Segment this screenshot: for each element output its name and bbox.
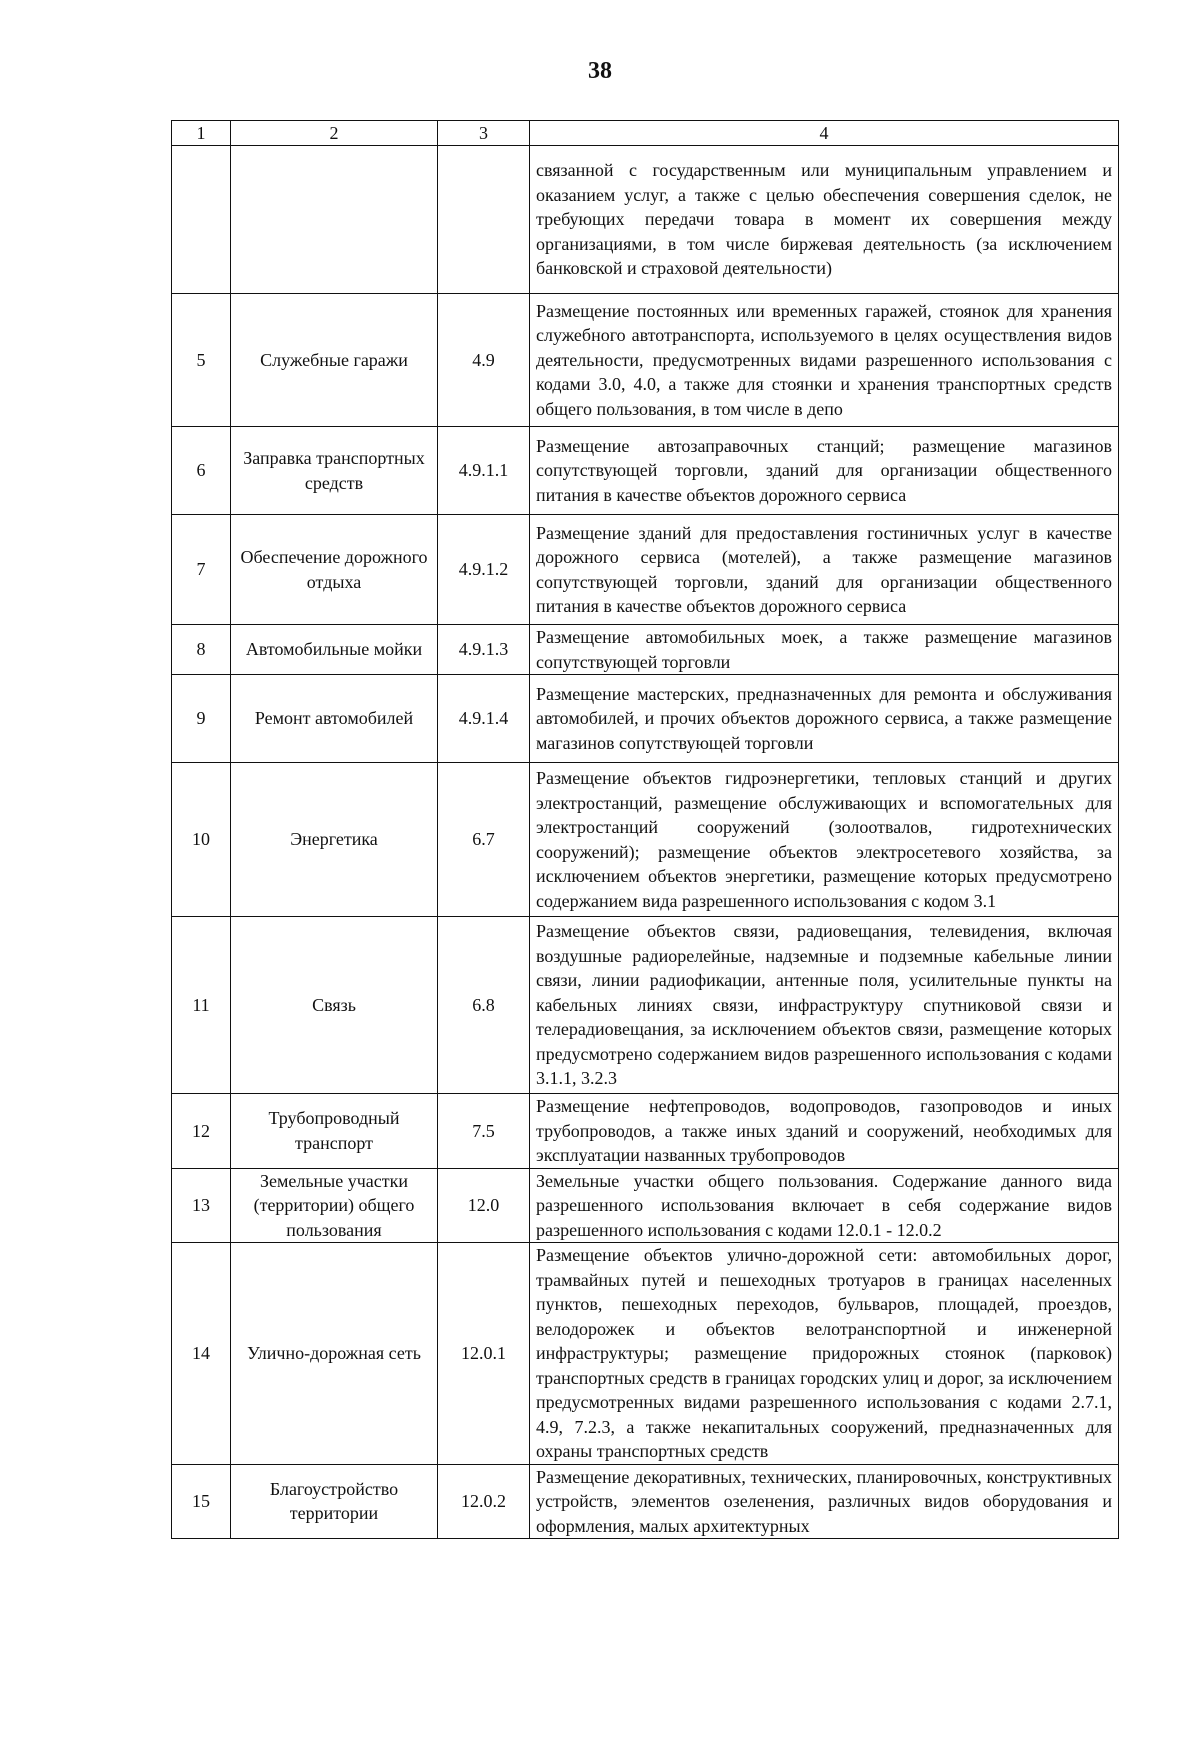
use-type-name: Энергетика bbox=[231, 763, 438, 917]
use-type-code: 12.0.2 bbox=[438, 1464, 530, 1539]
use-type-code: 4.9.1.4 bbox=[438, 675, 530, 763]
use-type-description: Размещение зданий для предоставления гостиничных услуг в качестве дорожного сервиса (мотелей), а также размещение магазинов сопутствующей торговли, зданий для организации общественного питания в качестве объектов дорожного сервиса bbox=[530, 515, 1119, 625]
use-type-name: Служебные гаражи bbox=[231, 294, 438, 427]
use-type-description: Размещение нефтепроводов, водопроводов, газопроводов и иных трубопроводов, а также иных зданий и сооружений, необходимых для эксплуатации названных трубопроводов bbox=[530, 1094, 1119, 1169]
use-type-code: 12.0 bbox=[438, 1168, 530, 1243]
row-number: 7 bbox=[172, 515, 231, 625]
table-row bbox=[172, 294, 1119, 427]
row-number: 12 bbox=[172, 1094, 231, 1169]
use-type-description: Размещение объектов связи, радиовещания, телевидения, включая воздушные радиорелейные, надземные и подземные кабельные линии связи, линии радиофикации, антенные поля, усилительные пункты на кабельных линиях связи, инфраструктуру спутниковой связи и телерадиовещания, за исключением объектов связи, размещение которых предусмотрено содержанием видов разрешенного использования с кодами 3.1.1, 3.2.3 bbox=[530, 917, 1119, 1094]
table-row bbox=[172, 427, 1119, 515]
use-type-description: Размещение объектов улично-дорожной сети: автомобильных дорог, трамвайных путей и пешеходных тротуаров в границах населенных пунктов, пешеходных переходов, бульваров, площадей, проездов, велодорожек и объектов велотранспортной и инженерной инфраструктуры; размещение придорожных стоянок (парковок) транспортных средств в границах городских улиц и дорог, за исключением предусмотренных видами разрешенного использования с кодами 2.7.1, 4.9, 7.2.3, а также некапитальных сооружений, предназначенных для охраны транспортных средств bbox=[530, 1243, 1119, 1465]
use-type-code: 7.5 bbox=[438, 1094, 530, 1169]
row-number: 8 bbox=[172, 625, 231, 675]
use-type-code: 4.9.1.2 bbox=[438, 515, 530, 625]
table-row bbox=[172, 675, 1119, 763]
land-use-table bbox=[171, 120, 1119, 1539]
use-type-description: Размещение объектов гидроэнергетики, тепловых станций и других электростанций, размещение обслуживающих и вспомогательных для электростанций сооружений (золоотвалов, гидротехнических сооружений); размещение объектов электросетевого хозяйства, за исключением объектов энергетики, размещение которых предусмотрено содержанием вида разрешенного использования с кодом 3.1 bbox=[530, 763, 1119, 917]
use-type-code: 4.9.1.1 bbox=[438, 427, 530, 515]
use-type-name: Земельные участки (территории) общего пользования bbox=[231, 1168, 438, 1243]
use-type-code: 6.8 bbox=[438, 917, 530, 1094]
column-header-name: 2 bbox=[231, 121, 438, 146]
row-number: 9 bbox=[172, 675, 231, 763]
table-row bbox=[172, 1094, 1119, 1169]
use-type-code: 6.7 bbox=[438, 763, 530, 917]
table-row bbox=[172, 1243, 1119, 1465]
use-type-name: Трубопроводный транспорт bbox=[231, 1094, 438, 1169]
use-type-code bbox=[438, 146, 530, 294]
column-header-description: 4 bbox=[530, 121, 1119, 146]
row-number: 13 bbox=[172, 1168, 231, 1243]
row-number bbox=[172, 146, 231, 294]
column-header-number: 1 bbox=[172, 121, 231, 146]
row-number: 6 bbox=[172, 427, 231, 515]
table-row bbox=[172, 625, 1119, 675]
use-type-description: связанной с государственным или муниципальным управлением и оказанием услуг, а также с целью обеспечения совершения сделок, не требующих передачи товара в момент их совершения между организациями, в том числе биржевая деятельность (за исключением банковской и страховой деятельности) bbox=[530, 146, 1119, 294]
table-header-row bbox=[172, 121, 1119, 146]
table-row bbox=[172, 917, 1119, 1094]
table-row bbox=[172, 515, 1119, 625]
row-number: 14 bbox=[172, 1243, 231, 1465]
row-number: 11 bbox=[172, 917, 231, 1094]
use-type-name: Ремонт автомобилей bbox=[231, 675, 438, 763]
use-type-name: Автомобильные мойки bbox=[231, 625, 438, 675]
use-type-name: Связь bbox=[231, 917, 438, 1094]
table-row bbox=[172, 146, 1119, 294]
row-number: 15 bbox=[172, 1464, 231, 1539]
use-type-description: Размещение постоянных или временных гаражей, стоянок для хранения служебного автотранспорта, используемого в целях осуществления видов деятельности, предусмотренных видами разрешенного использования с кодами 3.0, 4.0, а также для стоянки и хранения транспортных средств общего пользования, в том числе в депо bbox=[530, 294, 1119, 427]
use-type-description: Земельные участки общего пользования. Содержание данного вида разрешенного использования включает в себя содержание видов разрешенного использования с кодами 12.0.1 - 12.0.2 bbox=[530, 1168, 1119, 1243]
use-type-name: Обеспечение дорожного отдыха bbox=[231, 515, 438, 625]
page-number: 38 bbox=[588, 58, 612, 84]
use-type-name bbox=[231, 146, 438, 294]
use-type-code: 4.9.1.3 bbox=[438, 625, 530, 675]
use-type-name: Заправка транспортных средств bbox=[231, 427, 438, 515]
use-type-code: 4.9 bbox=[438, 294, 530, 427]
use-type-name: Улично-дорожная сеть bbox=[231, 1243, 438, 1465]
table-row bbox=[172, 1464, 1119, 1539]
row-number: 10 bbox=[172, 763, 231, 917]
column-header-code: 3 bbox=[438, 121, 530, 146]
use-type-description: Размещение декоративных, технических, планировочных, конструктивных устройств, элементов озеленения, различных видов оборудования и оформления, малых архитектурных bbox=[530, 1464, 1119, 1539]
row-number: 5 bbox=[172, 294, 231, 427]
use-type-description: Размещение автозаправочных станций; размещение магазинов сопутствующей торговли, зданий для организации общественного питания в качестве объектов дорожного сервиса bbox=[530, 427, 1119, 515]
use-type-description: Размещение мастерских, предназначенных для ремонта и обслуживания автомобилей, и прочих объектов дорожного сервиса, а также размещение магазинов сопутствующей торговли bbox=[530, 675, 1119, 763]
use-type-code: 12.0.1 bbox=[438, 1243, 530, 1465]
table-row bbox=[172, 1168, 1119, 1243]
use-type-description: Размещение автомобильных моек, а также размещение магазинов сопутствующей торговли bbox=[530, 625, 1119, 675]
use-type-name: Благоустройство территории bbox=[231, 1464, 438, 1539]
table-row bbox=[172, 763, 1119, 917]
